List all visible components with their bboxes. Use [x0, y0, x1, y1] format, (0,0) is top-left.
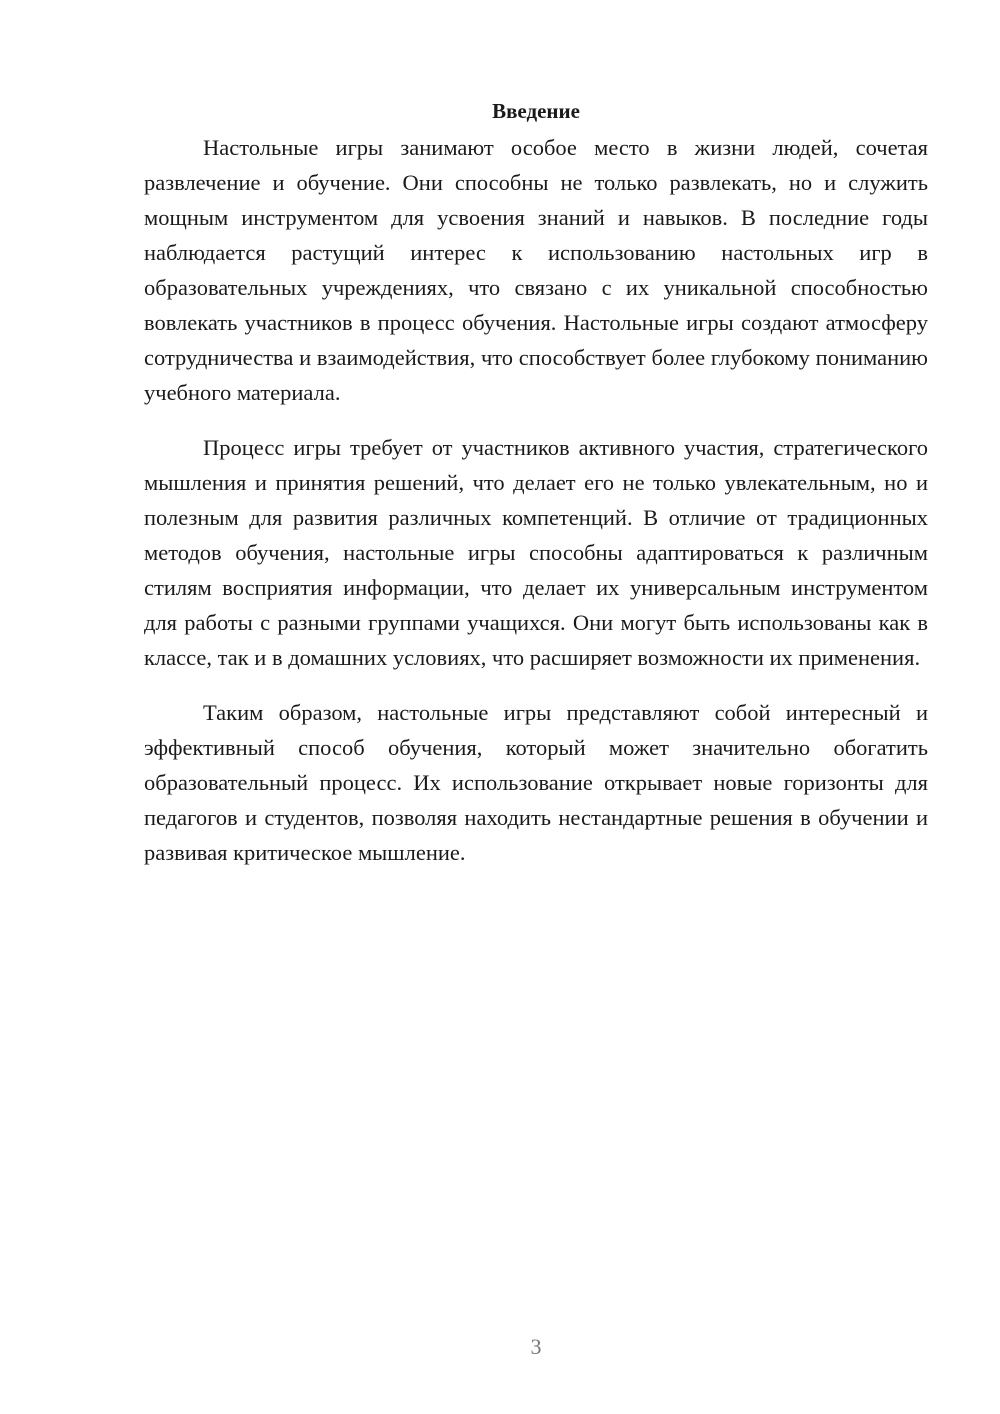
paragraph-1: Настольные игры занимают особое место в жизни людей, сочетая развлечение и обучение. Они способны не только развлекать, но и служить мощным инструментом для усвоения знаний и навыков. В последние годы наблюдается растущий интерес к использованию настольных игр в образовательных учреждениях, что связано с их уникальной способностью вовлекать участников в процесс обучения. Настольные игры создают атмосферу сотрудничества и взаимодействия, что способствует более глубокому пониманию учебного материала. — [144, 135, 928, 405]
page-number: 3 — [530, 1334, 542, 1359]
paragraph-3: Таким образом, настольные игры представляют собой интересный и эффективный способ обучения, который может значительно обогатить образовательный процесс. Их использование открывает новые горизонты для педагогов и студентов, позволяя находить нестандартные решения в обучении и развивая критическое мышление. — [144, 700, 928, 865]
page-content — [144, 96, 928, 890]
paragraph-2: Процесс игры требует от участников активного участия, стратегического мышления и принятия решений, что делает его не только увлекательным, но и полезным для развития различных компетенций. В отличие от традиционных методов обучения, настольные игры способны адаптироваться к различным стилям восприятия информации, что делает их универсальным инструментом для работы с разными группами учащихся. Они могут быть использованы как в классе, так и в домашних условиях, что расширяет возможности их применения. — [144, 435, 928, 670]
section-title: Введение — [492, 99, 580, 123]
